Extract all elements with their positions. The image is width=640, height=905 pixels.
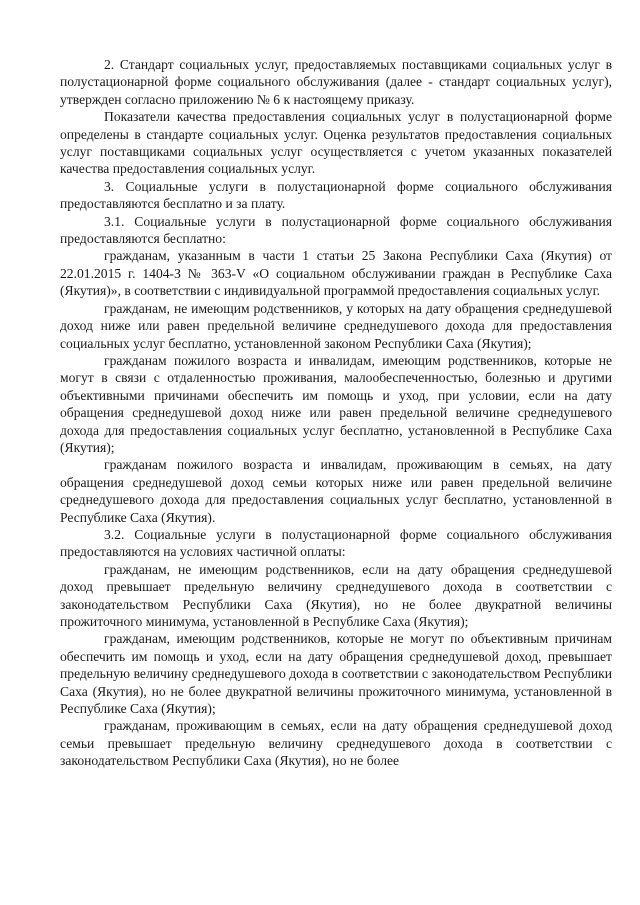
paragraph-partial-payment-heading: 3.2. Социальные услуги в полустационарной форме социального обслуживания предоставляются на условиях частичной оплаты: bbox=[60, 526, 612, 560]
paragraph-free-and-paid: 3. Социальные услуги в полустационарной форме социального обслуживания предоставляются бесплатно и за плату. bbox=[60, 178, 612, 212]
paragraph-free-services-heading: 3.1. Социальные услуги в полустационарной форме социального обслуживания предоставляются бесплатно: bbox=[60, 213, 612, 247]
paragraph-partial-no-relatives: гражданам, не имеющим родственников, если на дату обращения среднедушевой доход превышает предельную величину среднедушевого дохода в соответствии с законодательством Республики Саха (Якутия), но не более двукратной величины прожиточного минимума, установленной в Республике Саха (Якутия); bbox=[60, 561, 612, 629]
paragraph-partial-in-families: гражданам, проживающим в семьях, если на дату обращения среднедушевой доход семьи превышает предельную величину среднедушевого дохода в соответствии с законодательством Республики Саха (Якутия), но не более bbox=[60, 718, 612, 769]
paragraph-free-elderly-in-families: гражданам пожилого возраста и инвалидам, проживающим в семьях, на дату обращения среднедушевой доход семьи которых ниже или равен предельной величине среднедушевого дохода для предоставления социальных услуг бесплатно, установленной в Республике Саха (Якутия). bbox=[60, 457, 612, 525]
paragraph-partial-with-relatives: гражданам, имеющим родственников, которые не могут по объективным причинам обеспечить им помощь и уход, если на дату обращения среднедушевой доход, превышает предельную величину среднедушевого дохода в соответствии с законодательством Республики Саха (Якутия), но не более двукратной величины прожиточного минимума, установленной в Республике Саха (Якутия); bbox=[60, 631, 612, 717]
paragraph-standard-approval: 2. Стандарт социальных услуг, предоставляемых поставщиками социальных услуг в полустационарной форме социального обслуживания (далее - стандарт социальных услуг), утвержден согласно приложению № 6 к настоящему приказу. bbox=[60, 57, 612, 107]
paragraph-free-elderly-with-relatives: гражданам пожилого возраста и инвалидам, имеющим родственников, которые не могут в связи с отдаленностью проживания, малообеспеченностью, болезнью и другими объективными причинами обеспечить им помощь и уход, при условии, если на дату обращения среднедушевой доход ниже или равен предельной величине среднедушевого дохода для предоставления социальных услуг бесплатно, установленной в Республике Саха (Якутия); bbox=[60, 352, 612, 455]
paragraph-quality-indicators: Показатели качества предоставления социальных услуг в полустационарной форме определены в стандарте социальных услуг. Оценка результатов предоставления социальных услуг поставщиками социальных услуг осуществляется с учетом указанных показателей качества предоставления социальных услуг. bbox=[60, 109, 612, 177]
paragraph-free-no-relatives: гражданам, не имеющим родственников, у которых на дату обращения среднедушевой доход ниже или равен предельной величине среднедушевого дохода для предоставления социальных услуг бесплатно, установленной законом Республики Саха (Якутия); bbox=[60, 300, 612, 351]
paragraph-free-law-citizens: гражданам, указанным в части 1 статьи 25 Закона Республики Саха (Якутия) от 22.01.2015 г. 1404-З № 363-V «О социальном обслуживании граждан в Республике Саха (Якутия)», в соответствии с индивидуальной программой предоставления социальных услуг. bbox=[60, 248, 612, 299]
document-page bbox=[60, 56, 612, 770]
